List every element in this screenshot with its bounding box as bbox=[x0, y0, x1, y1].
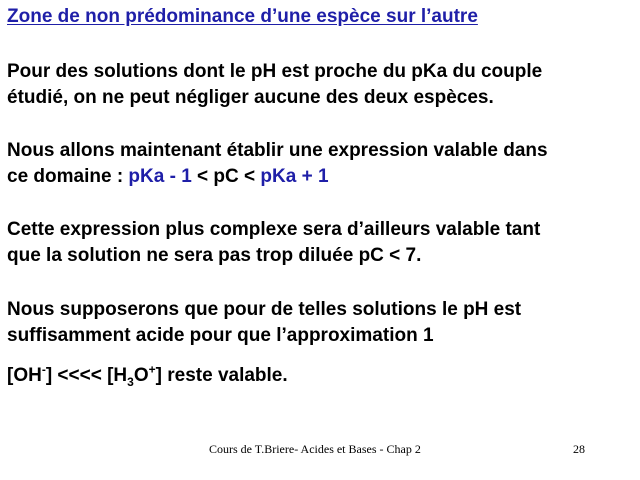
paragraph-3-line-1: Cette expression plus complexe sera d’ailleurs valable tant bbox=[7, 219, 541, 240]
formula-mid: ] <<<< [H bbox=[45, 365, 128, 386]
range-low: pKa - 1 bbox=[128, 166, 192, 187]
paragraph-3-line-2: que la solution ne sera pas trop diluée pC < 7. bbox=[7, 245, 422, 266]
paragraph-2-line-2 bbox=[7, 165, 329, 189]
formula-o: O bbox=[133, 365, 149, 386]
range-high: pKa + 1 bbox=[260, 166, 329, 187]
slide-title: Zone de non prédominance d’une espèce sur l’autre bbox=[7, 6, 478, 27]
domain-label: ce domaine : bbox=[7, 166, 129, 187]
formula-tail: ] reste valable. bbox=[155, 365, 288, 386]
formula-h-subscript: 3 bbox=[127, 374, 134, 389]
paragraph-1-line-2: étudié, on ne peut négliger aucune des deux espèces. bbox=[7, 87, 494, 108]
footer-course: Cours de T.Briere- Acides et Bases - Chap 2 bbox=[209, 442, 421, 456]
approximation-formula bbox=[7, 364, 288, 388]
paragraph-1-line-1: Pour des solutions dont le pH est proche du pKa du couple bbox=[7, 61, 543, 82]
formula-o-charge: + bbox=[148, 362, 156, 377]
range-mid: < pC < bbox=[191, 166, 261, 187]
paragraph-2-line-1: Nous allons maintenant établir une expression valable dans bbox=[7, 140, 548, 161]
formula-oh: [OH bbox=[7, 365, 42, 386]
formula-oh-charge: - bbox=[41, 362, 46, 377]
paragraph-4-line-2: suffisamment acide pour que l’approximation 1 bbox=[7, 325, 434, 346]
footer-page-number: 28 bbox=[573, 442, 585, 456]
paragraph-4-line-1: Nous supposerons que pour de telles solutions le pH est bbox=[7, 299, 522, 320]
